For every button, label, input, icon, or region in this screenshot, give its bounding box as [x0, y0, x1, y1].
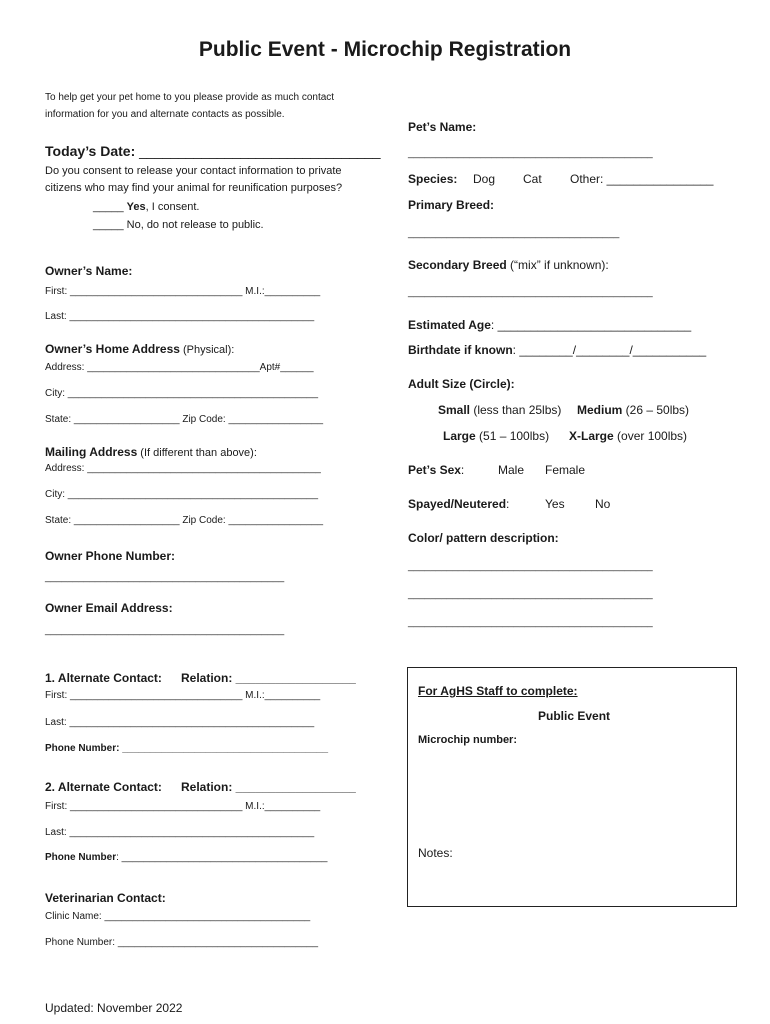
size-small-label: Small — [438, 403, 471, 417]
color-pattern-line-2[interactable]: ____________________________________________ — [408, 589, 653, 600]
staff-heading: For AgHS Staff to complete: — [418, 684, 578, 698]
estimated-age-label: Estimated Age — [408, 318, 491, 332]
adult-size-label: Adult Size (Circle): — [408, 377, 515, 391]
alt1-last-field[interactable]: Last: ____________________________________________ — [45, 717, 315, 728]
consent-line-1: Do you consent to release your contact information to private — [45, 165, 342, 177]
staff-public-event: Public Event — [538, 709, 611, 723]
home-address-heading-suffix: (Physical): — [179, 344, 235, 356]
home-address-field[interactable]: Address: _______________________________Apt#______ — [45, 362, 314, 373]
pet-sex-heading — [408, 463, 464, 477]
alt1-phone-label: Phone Number: — [45, 743, 123, 754]
consent-line-2: citizens who may find your animal for reunification purposes? — [45, 182, 343, 194]
species-label: Species: — [408, 172, 458, 186]
todays-date-label: Today’s Date: — [45, 143, 136, 159]
owner-name-heading: Owner’s Name: — [45, 264, 133, 278]
species-other-field[interactable]: Other: ________________ — [570, 172, 714, 186]
color-pattern-line-1[interactable]: ____________________________________________ — [408, 561, 653, 572]
size-xlarge-label: X-Large — [569, 429, 614, 443]
spayed-label: Spayed/Neutered — [408, 497, 507, 511]
secondary-breed-label: Secondary Breed — [408, 258, 507, 272]
size-medium-range: (26 – 50lbs) — [622, 403, 690, 417]
page-title: Public Event - Microchip Registration — [198, 38, 572, 61]
size-medium-option[interactable] — [577, 403, 689, 417]
size-xlarge-range: (over 100lbs) — [613, 429, 688, 443]
alt2-heading-label: 2. Alternate Contact: — [45, 780, 162, 794]
consent-yes-label: Yes — [126, 201, 146, 213]
size-xlarge-option[interactable] — [569, 429, 687, 443]
birthdate-label: Birthdate if known — [408, 343, 513, 357]
pet-sex-colon: : — [460, 463, 465, 477]
staff-notes-label: Notes: — [418, 846, 453, 860]
secondary-breed-heading — [408, 258, 609, 272]
footer-updated: Updated: November 2022 — [45, 1001, 183, 1015]
spayed-colon: : — [506, 497, 510, 511]
alt1-phone-blank: _____________________________________ — [122, 743, 329, 754]
alt2-relation-field[interactable]: Relation: __________________ — [181, 780, 356, 794]
size-large-range: (51 – 100lbs) — [475, 429, 550, 443]
pet-sex-label: Pet’s Sex — [408, 463, 461, 477]
home-city-field[interactable]: City: _____________________________________________ — [45, 388, 319, 399]
spayed-no-option[interactable]: No — [595, 497, 611, 511]
intro-line-1: To help get your pet home to you please provide as much contact — [45, 92, 335, 103]
size-small-range: (less than 25lbs) — [470, 403, 562, 417]
primary-breed-field[interactable]: ______________________________________ — [408, 228, 620, 239]
owner-last-field[interactable]: Last: ____________________________________________ — [45, 311, 315, 322]
todays-date[interactable] — [45, 143, 381, 159]
pet-name-label: Pet’s Name: — [408, 120, 477, 134]
home-address-heading — [45, 342, 234, 356]
secondary-breed-field[interactable]: ____________________________________________ — [408, 287, 653, 298]
size-large-label: Large — [443, 429, 476, 443]
consent-no-option[interactable]: _____ No, do not release to public. — [93, 219, 264, 231]
consent-yes-option[interactable] — [93, 201, 199, 213]
home-address-heading-label: Owner’s Home Address — [45, 342, 180, 356]
intro-line-2: information for you and alternate contacts as possible. — [45, 109, 285, 120]
size-small-option[interactable] — [438, 403, 561, 417]
staff-microchip-label: Microchip number: — [418, 734, 518, 746]
alt2-heading — [45, 780, 162, 794]
secondary-breed-note: (“mix” if unknown): — [506, 258, 609, 272]
alt2-last-field[interactable]: Last: ____________________________________________ — [45, 827, 315, 838]
spayed-yes-option[interactable]: Yes — [545, 497, 565, 511]
color-pattern-label: Color/ pattern description: — [408, 531, 559, 545]
mailing-address-field[interactable]: Address: __________________________________________ — [45, 463, 321, 474]
alt2-phone-field[interactable] — [45, 852, 327, 863]
owner-email-field[interactable]: ___________________________________________ — [45, 625, 285, 636]
alt1-phone-field[interactable] — [45, 743, 328, 754]
estimated-age-blank: : _____________________________ — [490, 318, 692, 332]
alt1-heading — [45, 671, 162, 685]
staff-box — [407, 667, 737, 907]
alt2-first-field[interactable]: First: _______________________________ M.I.:__________ — [45, 801, 321, 812]
alt1-heading-label: 1. Alternate Contact: — [45, 671, 162, 685]
consent-yes-blank: _____ — [93, 201, 124, 213]
mailing-address-heading-suffix: (If different than above): — [137, 447, 257, 459]
owner-first-field[interactable]: First: _______________________________ M.I.:__________ — [45, 286, 321, 297]
estimated-age-field[interactable] — [408, 318, 691, 332]
mailing-state-zip-field[interactable]: State: ___________________ Zip Code: _________________ — [45, 515, 324, 526]
birthdate-blank: : ________/________/___________ — [512, 343, 707, 357]
alt2-phone-label: Phone Number — [45, 852, 117, 863]
alt2-phone-blank: : _____________________________________ — [116, 852, 328, 863]
alt1-relation-field[interactable]: Relation: __________________ — [181, 671, 356, 685]
pet-name-field[interactable]: ____________________________________________ — [408, 148, 653, 159]
vet-heading: Veterinarian Contact: — [45, 891, 166, 905]
alt1-first-field[interactable]: First: _______________________________ M.I.:__________ — [45, 690, 321, 701]
todays-date-blank: _______________________________ — [139, 143, 381, 159]
owner-phone-field[interactable]: ___________________________________________ — [45, 572, 285, 583]
species-dog-option[interactable]: Dog — [473, 172, 496, 186]
size-large-option[interactable] — [443, 429, 549, 443]
sex-female-option[interactable]: Female — [545, 463, 586, 477]
species-cat-option[interactable]: Cat — [523, 172, 542, 186]
sex-male-option[interactable]: Male — [498, 463, 525, 477]
consent-yes-rest: , I consent. — [145, 201, 200, 213]
size-medium-label: Medium — [577, 403, 623, 417]
mailing-city-field[interactable]: City: _____________________________________________ — [45, 489, 319, 500]
spayed-heading — [408, 497, 509, 511]
owner-phone-heading: Owner Phone Number: — [45, 549, 176, 563]
primary-breed-label: Primary Breed: — [408, 198, 495, 212]
birthdate-field[interactable] — [408, 343, 706, 357]
vet-clinic-field[interactable]: Clinic Name: _____________________________________ — [45, 911, 311, 922]
mailing-address-heading-label: Mailing Address — [45, 445, 138, 459]
owner-email-heading: Owner Email Address: — [45, 601, 173, 615]
mailing-address-heading — [45, 445, 257, 459]
home-state-zip-field[interactable]: State: ___________________ Zip Code: _________________ — [45, 414, 324, 425]
vet-phone-field[interactable]: Phone Number: ____________________________________ — [45, 937, 319, 948]
color-pattern-line-3[interactable]: ____________________________________________ — [408, 617, 653, 628]
